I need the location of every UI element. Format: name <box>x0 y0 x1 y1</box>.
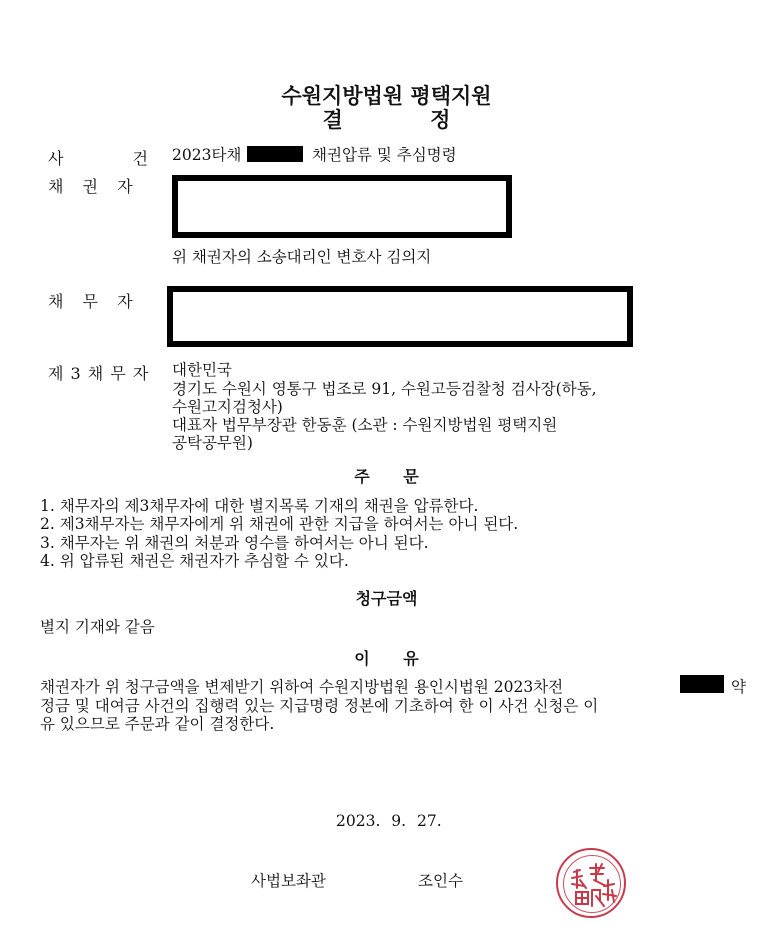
third-debtor-line-4: 대표자 법무부장관 한동훈 (소관 : 수원지방법원 평택지원 <box>172 416 558 434</box>
judicial-officer-name: 조인수 <box>418 872 463 890</box>
order-heading: 주 문 <box>354 467 419 486</box>
court-name: 수원지방법원 평택지원 <box>281 84 492 108</box>
reason-line-1-tail: 약 <box>731 678 746 696</box>
case-number-redaction <box>247 146 303 162</box>
reason-line-2: 정금 및 대여금 사건의 집행력 있는 지급명령 정본에 기초하여 한 이 사건 신청은 이 <box>40 697 599 715</box>
creditor-redaction-box <box>172 175 512 238</box>
reason-case-number-redaction <box>680 675 724 693</box>
third-debtor-label: 제 3 채 무 자 <box>48 364 149 383</box>
third-debtor-line-1: 대한민국 <box>172 361 232 379</box>
court-seal-stamp <box>556 848 626 918</box>
reason-line-1: 채권자가 위 청구금액을 변제받기 위하여 수원지방법원 용인시법원 2023차전 <box>40 678 564 696</box>
debtor-redaction-box <box>167 286 633 347</box>
third-debtor-line-2: 경기도 수원시 영통구 법조로 91, 수원고등검찰청 검사장(하동, <box>172 380 597 398</box>
order-item-3: 3. 채무자는 위 채권의 처분과 영수를 하여서는 아니 된다. <box>40 534 429 552</box>
creditor-label: 채 권 자 <box>48 177 133 196</box>
claim-heading: 청구금액 <box>355 589 418 608</box>
debtor-label: 채 무 자 <box>48 292 133 311</box>
claim-text: 별지 기재와 같음 <box>40 618 155 636</box>
decision-date: 2023. 9. 27. <box>336 812 442 830</box>
case-type: 채권압류 및 추심명령 <box>312 146 457 164</box>
third-debtor-line-5: 공탁공무원) <box>172 434 253 452</box>
reason-heading: 이 유 <box>354 649 419 668</box>
reason-line-3: 유 있으므로 주문과 같이 결정한다. <box>40 715 275 733</box>
order-item-1: 1. 채무자의 제3채무자에 대한 별지목록 기재의 채권을 압류한다. <box>40 497 479 515</box>
document-type: 결 정 <box>322 108 451 132</box>
creditor-attorney: 위 채권자의 소송대리인 변호사 김의지 <box>172 248 432 266</box>
order-item-4: 4. 위 압류된 채권은 채권자가 추심할 수 있다. <box>40 552 349 570</box>
case-number-prefix: 2023타채 <box>172 146 242 164</box>
order-item-2: 2. 제3채무자는 채무자에게 위 채권에 관한 지급을 하여서는 아니 된다. <box>40 515 519 533</box>
judicial-officer-title: 사법보좌관 <box>251 872 326 890</box>
case-label: 사 건 <box>48 149 148 168</box>
third-debtor-line-3: 수원고지검청사) <box>172 398 283 416</box>
